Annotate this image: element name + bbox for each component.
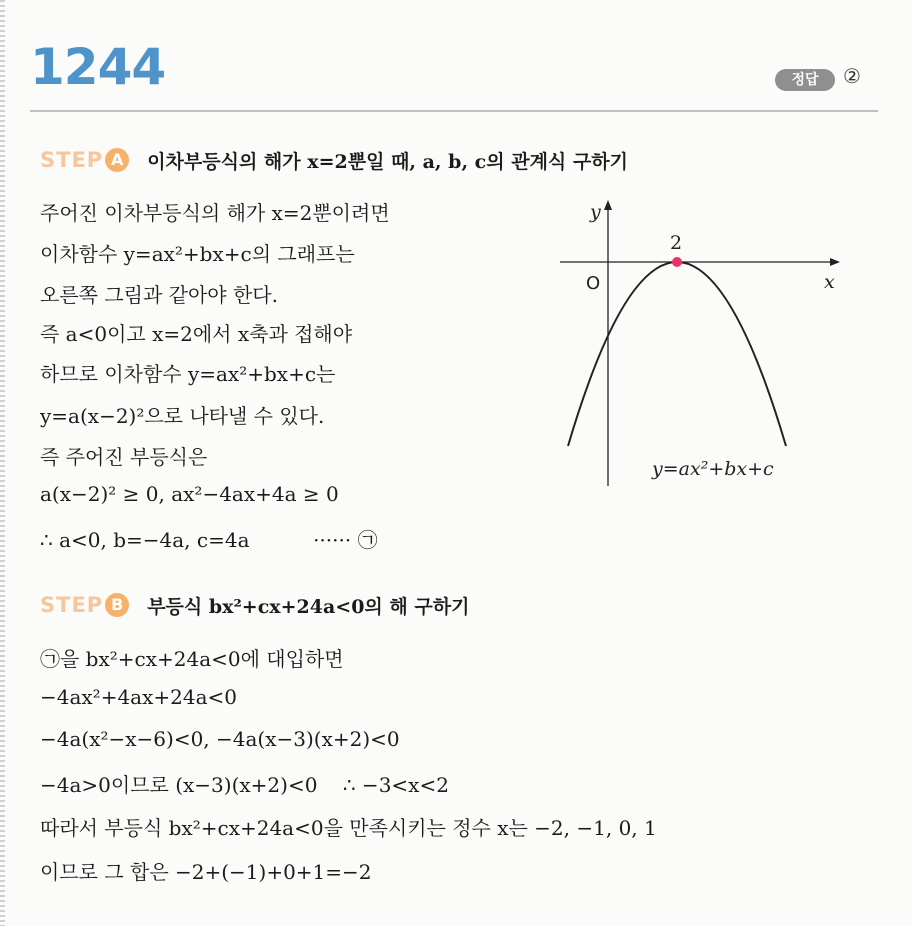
header-divider bbox=[30, 110, 878, 112]
answer-value: ② bbox=[843, 64, 861, 88]
point-label: 2 bbox=[670, 232, 683, 254]
problem-number: 1244 bbox=[30, 38, 166, 96]
step-b-line: 이므로 그 합은 −2+(−1)+0+1=−2 bbox=[40, 860, 372, 884]
step-a-line: ∴ a<0, b=−4a, c=4a ······ ㉠ bbox=[40, 528, 378, 552]
step-a-line: 주어진 이차부등식의 해가 x=2뿐이려면 bbox=[40, 201, 390, 225]
step-b-header bbox=[40, 588, 469, 622]
step-a-letter-badge: A bbox=[105, 148, 129, 172]
step-a-line: y=a(x−2)²으로 나타낼 수 있다. bbox=[40, 404, 325, 428]
page-binding-edge bbox=[0, 0, 5, 926]
y-axis-arrow-icon bbox=[604, 200, 612, 210]
step-b-word: STEP bbox=[40, 593, 104, 617]
parabola-curve bbox=[568, 262, 786, 446]
curve-label: y=ax²+bx+c bbox=[652, 458, 774, 480]
step-a-line: a(x−2)² ≥ 0, ax²−4ax+4a ≥ 0 bbox=[40, 482, 339, 506]
step-a-line: 즉 주어진 부등식은 bbox=[40, 445, 208, 469]
step-a-header bbox=[40, 143, 628, 177]
step-b-line: −4a(x²−x−6)<0, −4a(x−3)(x+2)<0 bbox=[40, 727, 400, 751]
tangent-point bbox=[672, 257, 682, 267]
x-axis-arrow-icon bbox=[830, 258, 840, 266]
step-a-line: 즉 a<0이고 x=2에서 x축과 접해야 bbox=[40, 322, 353, 346]
step-b-line: 따라서 부등식 bx²+cx+24a<0을 만족시키는 정수 x는 −2, −1, 0, 1 bbox=[40, 816, 657, 840]
step-a-title: 이차부등식의 해가 x=2뿐일 때, a, b, c의 관계식 구하기 bbox=[147, 150, 628, 173]
step-b-line: ㉠을 bx²+cx+24a<0에 대입하면 bbox=[40, 647, 344, 671]
answer-badge: 정답 bbox=[775, 69, 835, 91]
step-b-letter-badge: B bbox=[105, 593, 129, 617]
y-axis-label: y bbox=[590, 201, 601, 223]
origin-label: O bbox=[586, 273, 601, 294]
step-a-line: 이차함수 y=ax²+bx+c의 그래프는 bbox=[40, 242, 355, 266]
step-b-line: −4ax²+4ax+24a<0 bbox=[40, 685, 238, 709]
step-a-line: 하므로 이차함수 y=ax²+bx+c는 bbox=[40, 362, 336, 386]
step-a-word: STEP bbox=[40, 148, 104, 172]
x-axis-label: x bbox=[824, 271, 835, 293]
parabola-graph bbox=[552, 196, 852, 496]
step-a-line: 오른쪽 그림과 같아야 한다. bbox=[40, 283, 278, 307]
step-b-line: −4a>0이므로 (x−3)(x+2)<0 ∴ −3<x<2 bbox=[40, 773, 449, 797]
step-b-title: 부등식 bx²+cx+24a<0의 해 구하기 bbox=[147, 595, 470, 618]
